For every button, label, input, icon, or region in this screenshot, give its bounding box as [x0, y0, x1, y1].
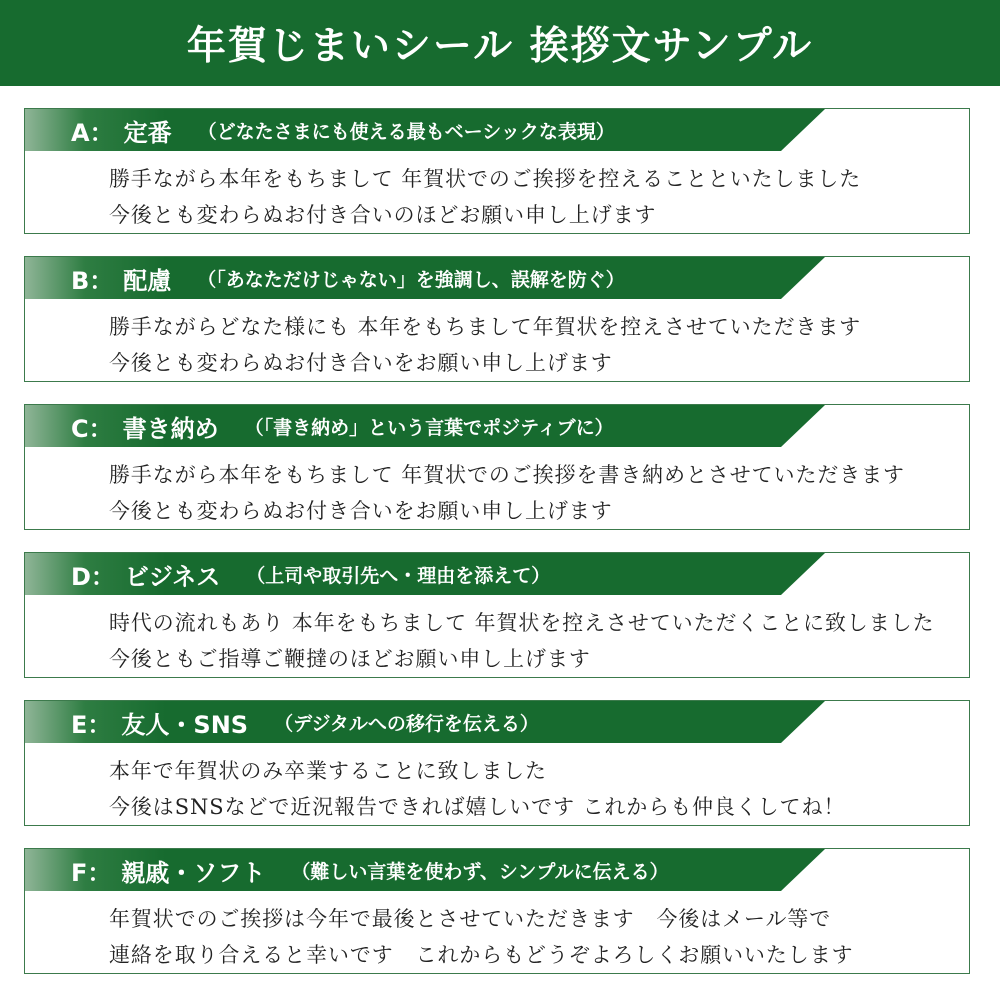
card-subtitle: （上司や取引先へ・理由を添えて） — [246, 564, 551, 587]
card-subtitle: （どなたさまにも使える最もベーシックな表現） — [197, 120, 615, 143]
greeting-card-f — [24, 848, 970, 974]
card-line: 今後とも変わらぬお付き合いをお願い申し上げます — [109, 499, 613, 523]
card-title: ビジネス — [124, 562, 221, 591]
header-banner — [0, 0, 1000, 86]
card-key: E： — [71, 710, 112, 739]
card-title: 友人・SNS — [121, 710, 249, 739]
card-line: 勝手ながら本年をもちまして 年賀状でのご挨拶を書き納めとさせていただきます — [109, 463, 905, 487]
greeting-card-e — [24, 700, 970, 826]
card-key: A： — [71, 118, 114, 147]
card-line: 今後はSNSなどで近況報告できれば嬉しいです これからも仲良くしてね！ — [109, 795, 846, 819]
card-title: 書き納め — [122, 414, 219, 443]
card-line: 年賀状でのご挨拶は今年で最後とさせていただきます 今後はメール等で — [109, 907, 832, 931]
card-line: 今後ともご指導ご鞭撻のほどお願い申し上げます — [109, 647, 591, 671]
card-line: 勝手ながらどなた様にも 本年をもちまして年賀状を控えさせていただきます — [109, 315, 862, 339]
card-line: 本年で年賀状のみ卒業することに致しました — [109, 759, 547, 783]
card-subtitle: （「あなただけじゃない」を強調し、誤解を防ぐ） — [197, 268, 625, 291]
greeting-card-d — [24, 552, 970, 678]
card-subtitle: （デジタルへの移行を伝える） — [274, 712, 539, 735]
card-key: D： — [71, 562, 115, 591]
card-subtitle: （「書き納め」という言葉でポジティブに） — [244, 416, 614, 439]
page-title: 年賀じまいシール 挨拶文サンプル — [186, 24, 814, 69]
card-subtitle: （難しい言葉を使わず、シンプルに伝える） — [291, 860, 669, 883]
card-title: 親戚・ソフト — [121, 858, 266, 887]
card-line: 連絡を取り合えると幸いです これからもどうぞよろしくお願いいたします — [109, 943, 854, 967]
card-key: B： — [71, 266, 114, 295]
card-key: F： — [71, 858, 112, 887]
card-key: C： — [71, 414, 113, 443]
card-title: 定番 — [123, 118, 172, 147]
card-line: 今後とも変わらぬお付き合いのほどお願い申し上げます — [109, 203, 657, 227]
card-title: 配慮 — [123, 266, 172, 295]
card-line: 勝手ながら本年をもちまして 年賀状でのご挨拶を控えることといたしました — [109, 167, 862, 191]
greeting-card-b — [24, 256, 970, 382]
card-line: 今後とも変わらぬお付き合いをお願い申し上げます — [109, 351, 613, 375]
greeting-card-a — [24, 108, 970, 234]
card-line: 時代の流れもあり 本年をもちまして 年賀状を控えさせていただくことに致しました — [109, 611, 935, 635]
greeting-card-c — [24, 404, 970, 530]
